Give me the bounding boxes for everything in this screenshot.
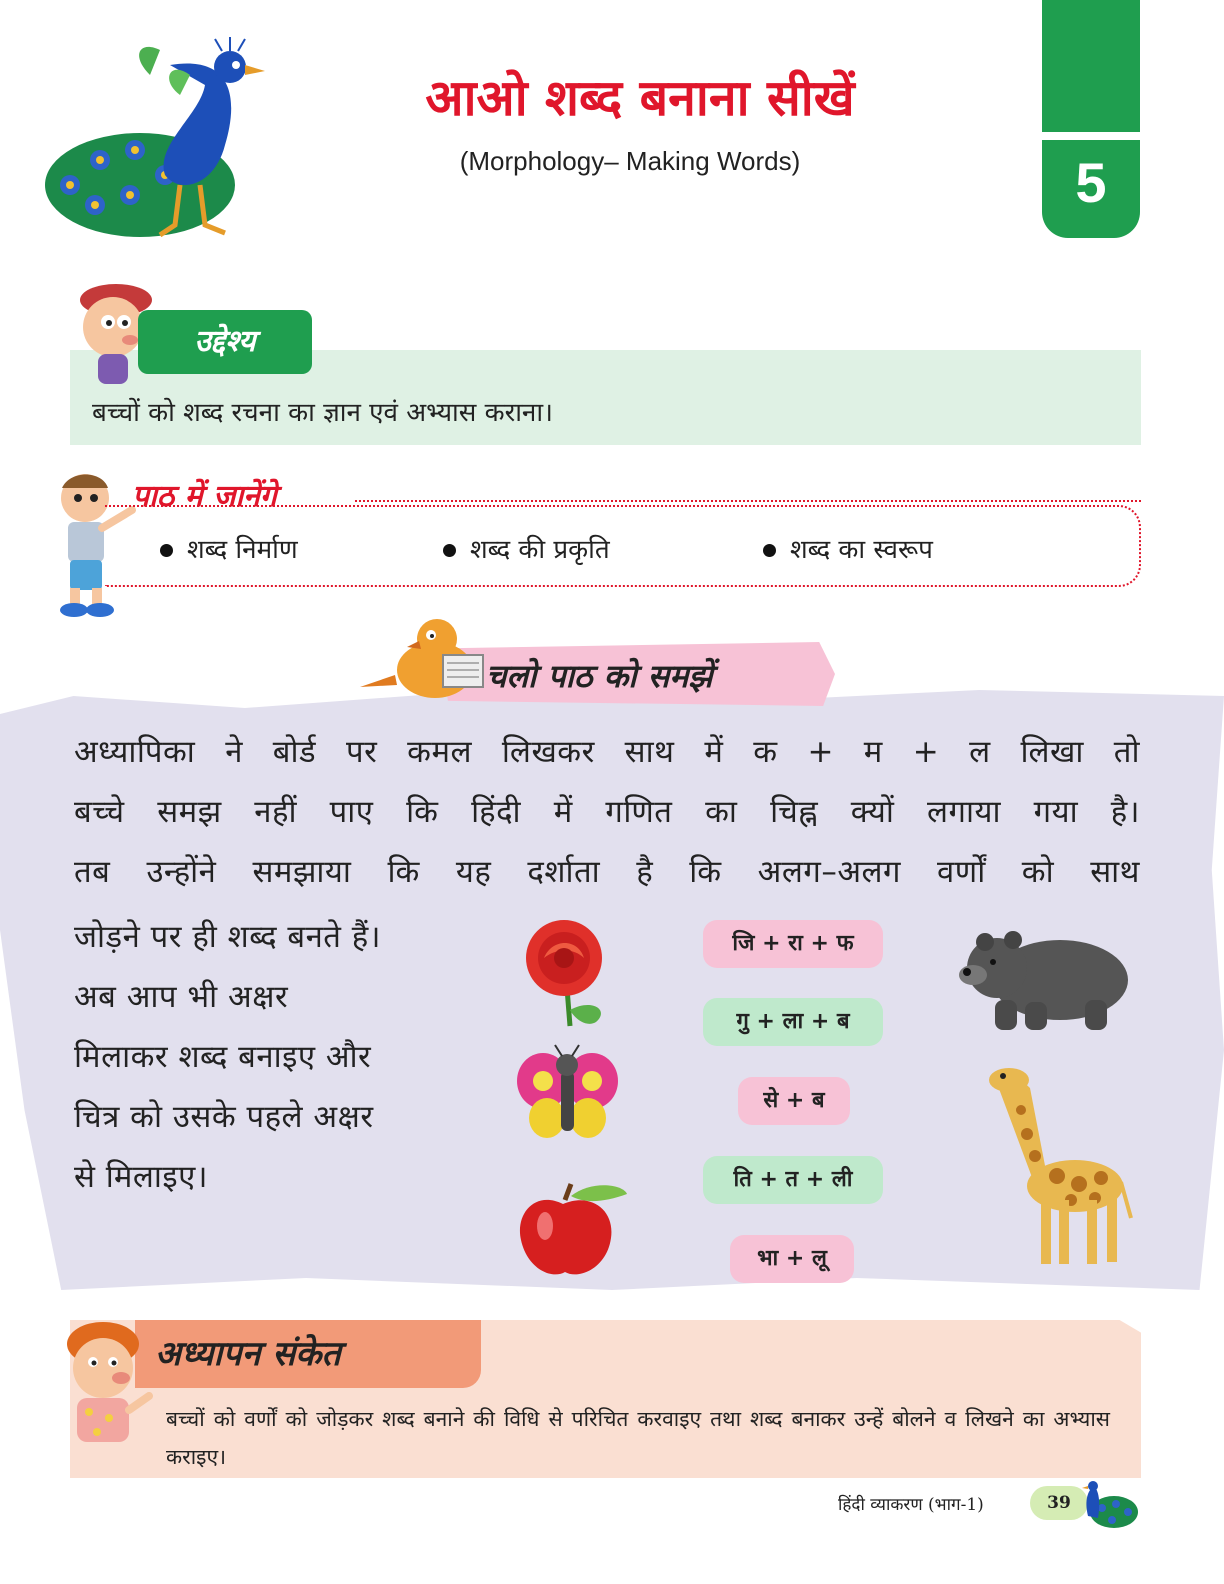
lesson-line: से मिलाइए। [74, 1159, 209, 1195]
teaching-tip-text: बच्चों को वर्णों को जोड़कर शब्द बनाने की विधि से परिचित करवाइए तथा शब्द बनाकर उन्हें बोलने व लिखने का अभ्यास कराइए। [166, 1407, 1110, 1469]
objective-heading-tab [138, 310, 312, 374]
teacher-boy-illustration [55, 1318, 155, 1443]
peacock-illustration [40, 35, 300, 250]
lesson-line: अब आप भी अक्षर [74, 979, 289, 1015]
lesson-heading: चलो पाठ को समझें [486, 657, 713, 695]
bear-icon [955, 920, 1135, 1035]
bullet-icon [763, 544, 776, 557]
page-number: 39 [1030, 1486, 1088, 1520]
word-pill-butterfly: ति + त + ली [703, 1156, 883, 1204]
objective-text: बच्चों को शब्द रचना का ज्ञान एवं अभ्यास कराना। [92, 398, 553, 428]
footer-book-title: हिंदी व्याकरण (भाग-1) [838, 1495, 984, 1515]
butterfly-icon [515, 1043, 620, 1143]
lesson-line: मिलाकर शब्द बनाइए और [74, 1039, 372, 1075]
chapter-tab [1042, 0, 1140, 238]
word-pill-apple: से + ब [738, 1077, 850, 1125]
word-pill-bear: भा + लू [730, 1235, 854, 1283]
apple-icon [515, 1180, 635, 1280]
page-title: आओ शब्द बनाना सीखें [425, 69, 855, 127]
lesson-line: चित्र को उसके पहले अक्षर [74, 1099, 374, 1135]
heading-dotted-rule [355, 500, 1141, 502]
lesson-line: बच्चे समझ नहीं पाए कि हिंदी में गणित का चिह्न क्यों लगाया गया है। [74, 794, 1140, 830]
small-peacock-icon [1078, 1476, 1140, 1532]
lesson-line: जोड़ने पर ही शब्द बनते हैं। [74, 919, 382, 955]
learn-heading: पाठ में जानेंगे [132, 479, 277, 514]
rose-icon [512, 918, 617, 1030]
teaching-tip-heading: अध्यापन संकेत [155, 1334, 341, 1374]
word-pill-giraffe: जि + रा + फ [703, 920, 883, 968]
learn-item: शब्द का स्वरूप [763, 530, 933, 566]
learn-item: शब्द निर्माण [160, 530, 298, 566]
reading-bird-illustration [355, 615, 490, 705]
word-pill-rose: गु + ला + ब [703, 998, 883, 1046]
lesson-line: अध्यापिका ने बोर्ड पर कमल लिखकर साथ में क + म + ल लिखा तो [74, 734, 1140, 770]
giraffe-icon [975, 1058, 1140, 1273]
lesson-line: तब उन्होंने समझाया कि यह दर्शाता है कि अलग–अलग वर्णों को साथ [74, 854, 1140, 890]
teaching-tip-heading-tab [135, 1320, 481, 1388]
page-subtitle: (Morphology– Making Words) [459, 146, 801, 176]
bullet-icon [443, 544, 456, 557]
chapter-number: 5 [1075, 151, 1107, 214]
bullet-icon [160, 544, 173, 557]
objective-heading: उद्देश्य [194, 324, 256, 359]
learn-item: शब्द की प्रकृति [443, 530, 610, 566]
